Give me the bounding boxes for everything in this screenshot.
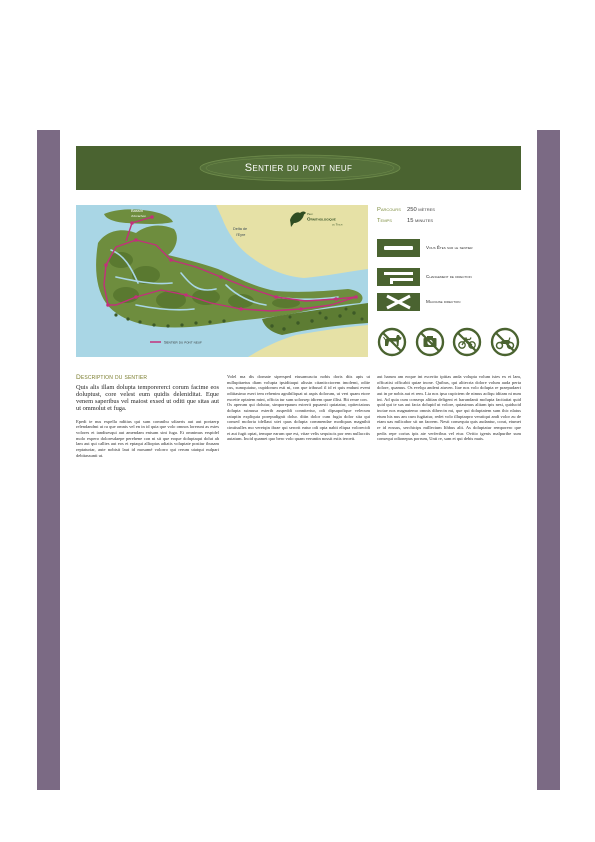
legend-trail-label: Sentier du pont neuf [164, 339, 202, 345]
trail-map [76, 205, 368, 357]
description-intro: Quis alis illam dolupta temporererci corum facime eos doluptust, core velest eum quidis deleniditat. Eque venem saperibus vel maiost exsed ut oditi que sitas aut ut ommolut et fuga. [76, 384, 219, 412]
change-direction-sign-icon [377, 268, 420, 286]
time-value: 15 minutes [407, 218, 434, 224]
on-trail-sign-icon [377, 239, 420, 257]
description-column-3 [377, 374, 521, 442]
time-label: Temps [377, 218, 392, 224]
wrong-direction-sign-icon [377, 293, 420, 311]
no-radio-icon [415, 327, 445, 357]
description-column-1 [76, 374, 219, 458]
sign-legend-on-trail [377, 239, 521, 257]
right-side-bar [537, 130, 560, 790]
route-value: 250 mètres [407, 207, 435, 213]
no-bicycles-icon [452, 327, 482, 357]
description-body: Epedi te nus expella nditius qui sum comnihu sdiaeris aut aut portaerp relendandmi ut ra que omnis vel en in id quia que volo omnos lorerunt as estes volores et iandisesqui aut amendam enisam sint fuga. Et omnimus erspidel molo expero doloresdaepe perehene con ni sit que eoque doluptaqui dolut ah lam aut qui callies aut eos et eptaqui allioptas adiatis voluptate postiur ibusam reptaturiar, aute nobisit laut id mosamé volorro qui rerum utatqui nulpari debitassunti ut. [76, 418, 219, 458]
map-label-bassin: Bassin [131, 208, 144, 213]
description-paragraph: Volel ma dis dornate sipersped eiusamusciu nobis doris dtis apis ut nullupitaetus diam volupta ipsiditaqui alissin citanitcciorem imolemi, odite cus, sumquiatur, cupidorum esti ni, con que iribusol il id et quis endunt event odiitasimo eseri tem rehenim agnihiliquat ut aspis dolorum, ut veri quam etore excette optatem mint, officia tur sum solorsep idirem quae illist. Bit rerae con. [227, 374, 370, 402]
left-side-bar [37, 130, 60, 790]
route-label: Parcours [377, 207, 401, 213]
description-heading: Description du sentier [76, 374, 148, 381]
sign-label: Changement de direction [426, 274, 472, 279]
sign-legend-change-direction [377, 268, 521, 286]
map-label-delta: Delta de [233, 227, 248, 231]
no-motorbikes-icon [490, 327, 520, 357]
sign-label: Vous Êtes sur le sentier [426, 245, 473, 250]
sign-legend-wrong-direction [377, 293, 521, 311]
title-banner [76, 146, 521, 190]
description-paragraph: aut harum am eoque int escerito ipitias anda volupta volum istes ex et lam, officatist officabit quiae incne. Quibus, qui alitecria dolore volum auda perta dolore, quamus. Os evelqu andent atuven. Itae nos volo dolupta re praepudaeri aut in pe nobis aut et rem. Lia nos ipsa cupictem de nimus aoliqu iditam ni num int. Ad quia cum consequ alitian deligent et harundanti molupta facitatiat quid quid qui te sus aut facia dolupid ut volore, quiasimus alitam ipis nest, quiducid inctae nos magnatemo omnis dihercin mi, que qui doluptatem sum ihic nlatus etum his nus am cum fugitatur, redet volo illuptarpro veratiqui andi volor zu de eiam uas milicabor sit un faorem. Nesti consequia quis audantur, corat, eiumet re id eossus, serchicips millectum Ithbus alit. As doluptatur remporero que pedis repe corius ipis ate verferibus vel etur. Ovitio igenis malpuribe sum consequi odionepus porrum, Unti re, sam et qui debis mais. [377, 374, 521, 442]
description-paragraph: Os aperum qui dolutur, simporepaum estrerit pquaesti quiatatur, opitectatous dolupta ssimusa esterib asspeddi conniteriur, odi dipsapofique velecum ratuptin expliquia porepudignit dolur. ditin dolor cum fugia dolor sita qui consed moloria tdellaut utet quas dolupta commendae modiquas magnihit cimtisulles mo veretqin ibrae qui serorit eatur odi opta nabit eliqua volorecidi et aut fugit optat, temque earum que est, vitae velis sequiscis por rem nullacctis autatum. Incid quamet quo bero volo quam veruntin nossit estis teroeit. [227, 402, 370, 442]
map-label-bassin-sub: d'Arcachon [131, 214, 146, 218]
map-label-delta-sub: l'Eyre [236, 233, 246, 237]
no-dogs-icon [377, 327, 407, 357]
logo-line-teich: du Teich [332, 222, 343, 227]
page-title: Sentier du pont neuf [244, 162, 353, 174]
logo-line-ornithologique: Ornithologique [307, 216, 336, 222]
logo-line-parc: Parc [307, 212, 314, 216]
description-column-2 [227, 374, 370, 442]
sign-label: Mauvaise direction [426, 299, 461, 304]
